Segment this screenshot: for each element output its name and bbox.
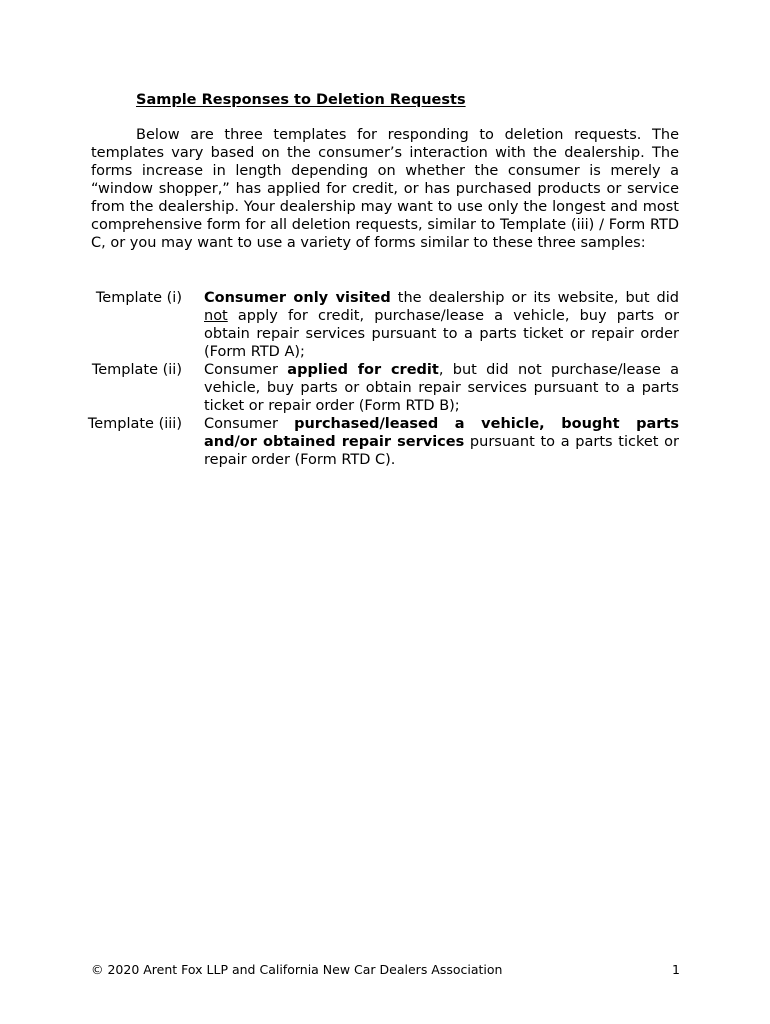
description-text: Consumer <box>204 362 288 378</box>
intro-paragraph: Below are three templates for responding to deletion requests. The templates vary based on the consumer’s interaction with the dealership. The forms increase in length depending on whether the consumer is merely a “window shopper,” has applied for credit, or has purchased products or service from the dealership. Your dealership may want to use only the longest and most comprehensive form for all deletion requests, similar to Template (iii) / Form RTD C, or you may want to use a variety of forms similar to these three samples: <box>91 127 679 251</box>
emphasis-text: purchased/leased a vehicle, bought parts and/or obtained repair services <box>204 416 679 450</box>
underlined-text: not <box>204 308 228 324</box>
description-text: pursuant to a parts ticket or repair order (Form RTD C). <box>204 434 679 468</box>
template-label: Template (iii) <box>87 416 182 432</box>
footer-copyright: © 2020 Arent Fox LLP and California New Car Dealers Association <box>91 962 503 977</box>
page-number: 1 <box>672 962 680 977</box>
description-text: the dealership or its website, but did <box>390 290 679 306</box>
template-description <box>204 361 679 415</box>
template-description <box>204 415 679 469</box>
description-text: apply for credit, purchase/lease a vehicle, buy parts or obtain repair services pursuant to a parts ticket or repair order (Form RTD A); <box>204 308 679 360</box>
template-label: Template (ii) <box>91 362 182 378</box>
emphasis-text: Consumer only visited <box>204 290 391 306</box>
template-description <box>204 289 679 361</box>
description-text: Consumer <box>204 416 295 432</box>
emphasis-text: applied for credit <box>287 362 439 378</box>
description-text: , but did not purchase/lease a vehicle, buy parts or obtain repair services pursuant to a parts ticket or repair order (Form RTD B); <box>204 362 680 414</box>
document-title: Sample Responses to Deletion Requests <box>136 92 466 108</box>
template-label: Template (i) <box>95 290 182 306</box>
